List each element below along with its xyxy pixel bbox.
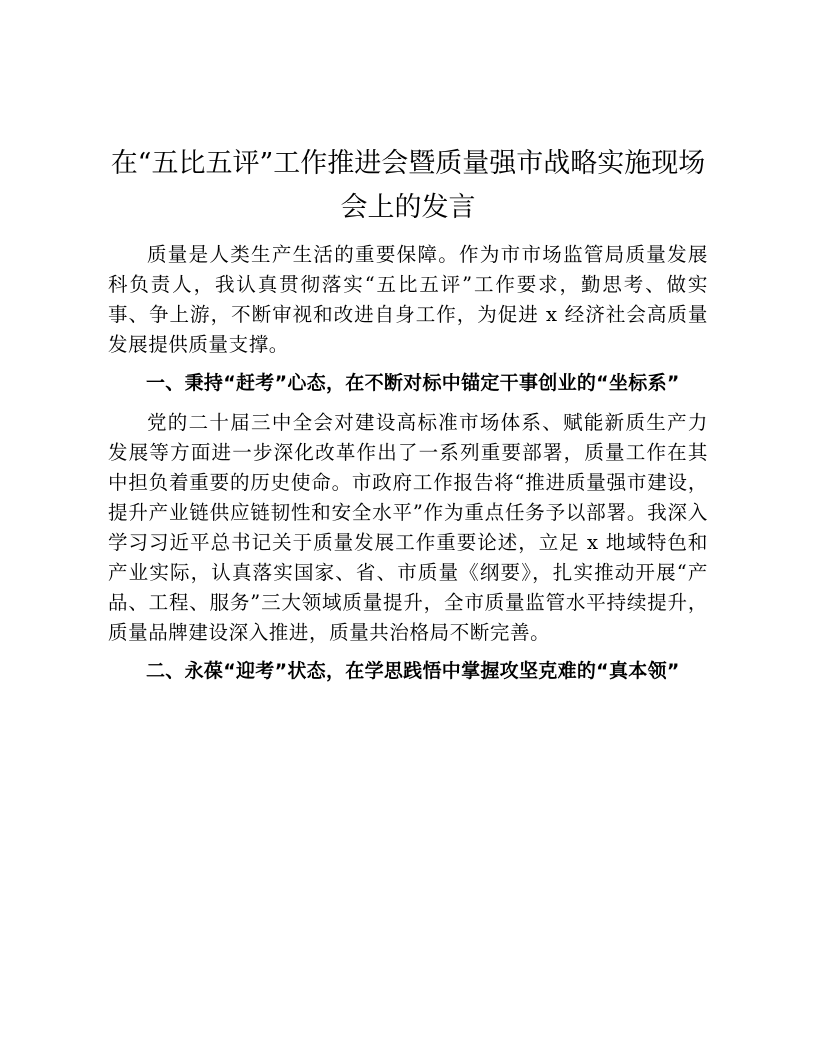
section-heading-2: 二、永葆“迎考”状态，在学思践悟中掌握攻坚克难的“真本领” <box>146 660 680 682</box>
section-1-paragraph: 党的二十届三中全会对建设高标准市场体系、赋能新质生产力发展等方面进一步深化改革作出了一系列重要部署，质量工作在其中担负着重要的历史使命。市政府工作报告将“推进质量强市建设，提升产业链供应链韧性和安全水平”作为重点任务予以部署。我深入学习习近平总书记关于质量发展工作重要论述，立足 x 地域特色和产业实际，认真落实国家、省、市质量《纲要》，扎实推动开展“产品、工程、服务”三大领域质量提升，全市质量监管水平持续提升，质量品牌建设深入推进，质量共治格局不断完善。 <box>108 411 708 644</box>
intro-paragraph: 质量是人类生产生活的重要保障。作为市市场监管局质量发展科负责人，我认真贯彻落实“五比五评”工作要求，勤思考、做实事、争上游，不断审视和改进自身工作，为促进 x 经济社会高质量发展提供质量支撑。 <box>108 243 708 356</box>
section-heading-1: 一、秉持“赶考”心态，在不断对标中锚定干事创业的“坐标系” <box>146 372 680 394</box>
document-page <box>108 142 708 686</box>
document-title: 在“五比五评”工作推进会暨质量强市战略实施现场会上的发言 <box>110 148 706 223</box>
